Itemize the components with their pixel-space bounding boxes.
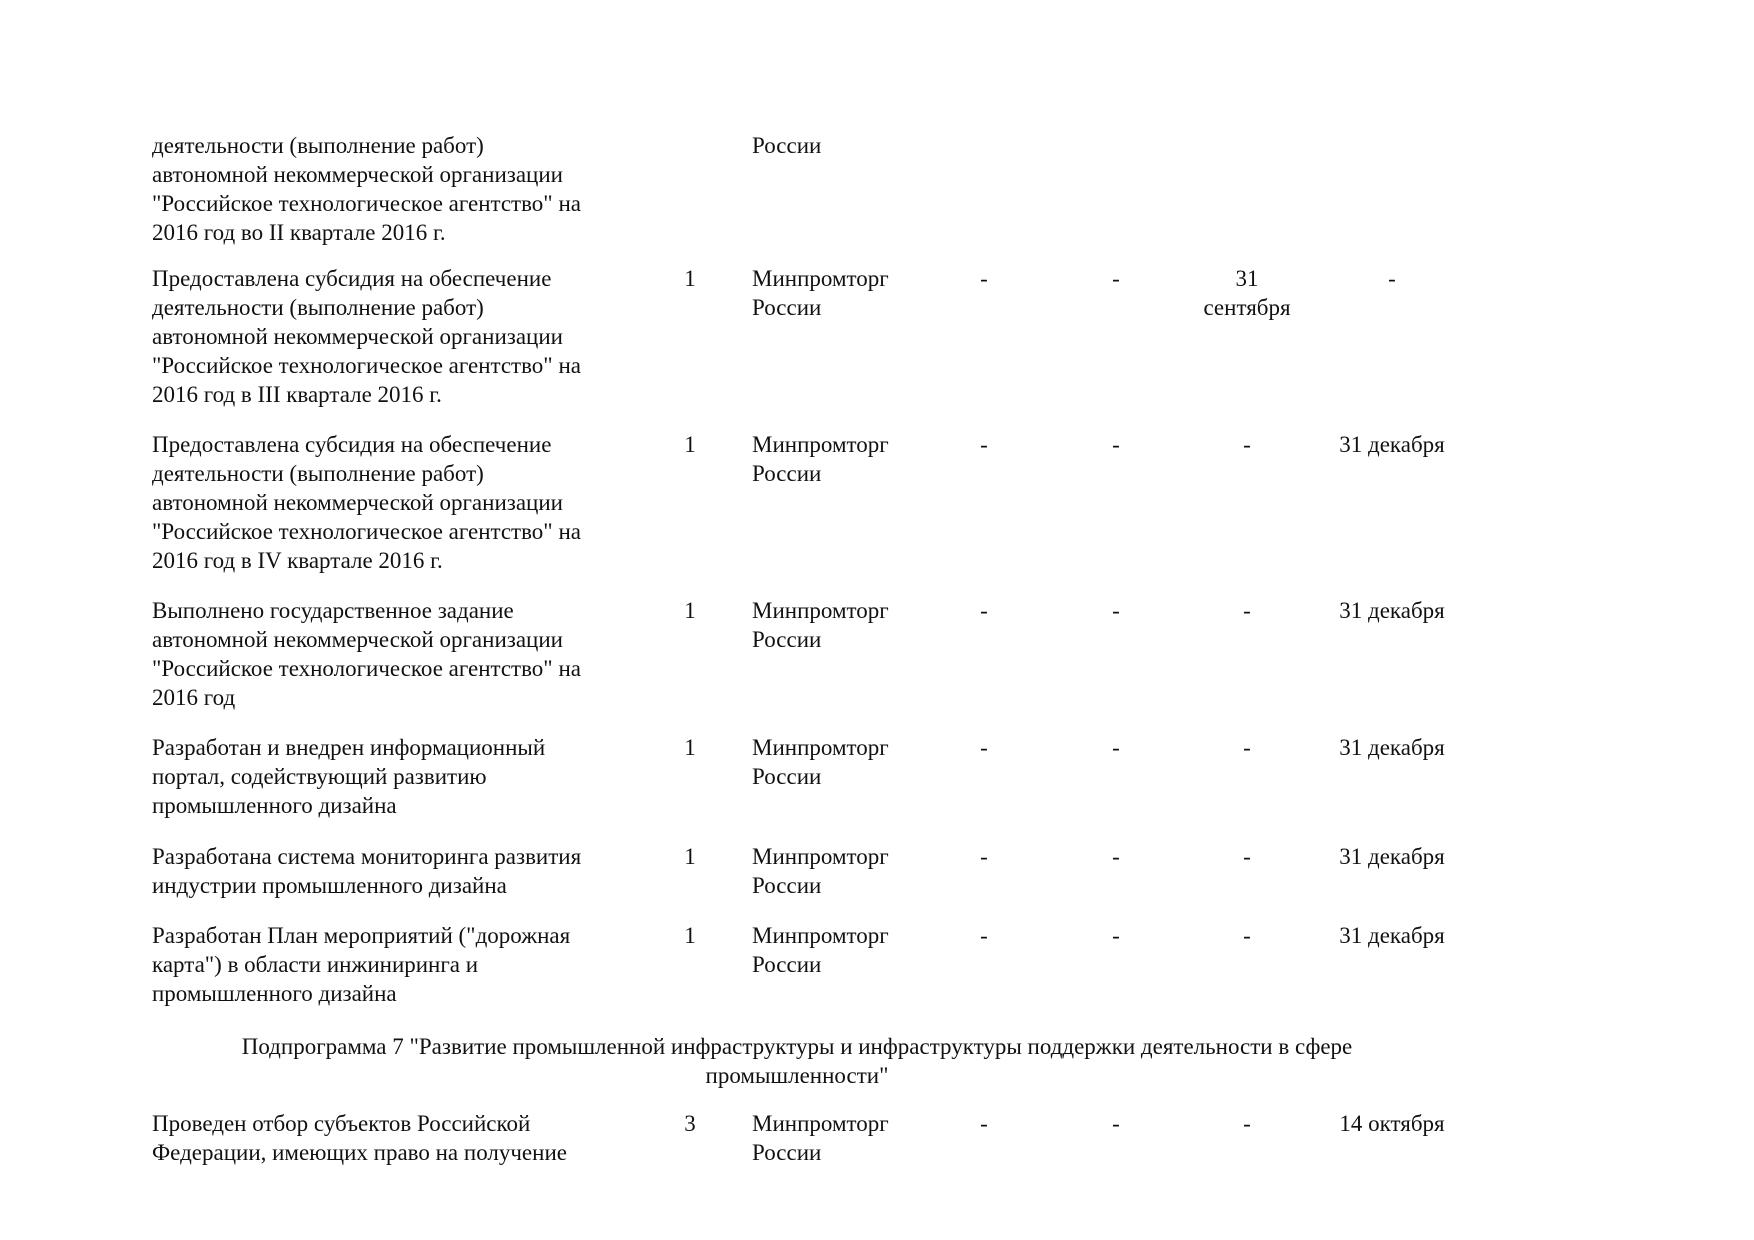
- row-description: Разработана система мониторинга развития индустрии промышленного дизайна: [152, 844, 582, 898]
- row-q1: -: [980, 844, 988, 869]
- row-q1: -: [980, 923, 988, 948]
- row-quantity: 1: [684, 432, 696, 457]
- row-q1: -: [980, 266, 988, 291]
- row-description: Разработан и внедрен информационный портал, содействующий развитию промышленного дизайна: [152, 735, 546, 818]
- row-description: деятельности (выполнение работ) автономной некоммерческой организации "Российское технологическое агентство" на 2016 год во II квартале 2016 г.: [152, 133, 581, 245]
- row-q2: -: [1112, 432, 1120, 457]
- row-quantity: 3: [684, 1111, 696, 1136]
- subprogram-heading: Подпрограмма 7 "Развитие промышленной инфраструктуры и инфраструктуры поддержки деятельности в сфере промышленности": [241, 1034, 1353, 1088]
- row-q1: -: [980, 432, 988, 457]
- row-quantity: 1: [684, 923, 696, 948]
- row-q4: 31 декабря: [1339, 432, 1445, 457]
- row-q3: -: [1243, 735, 1251, 760]
- row-responsible: Минпромторг России: [752, 598, 889, 652]
- row-description: Выполнено государственное задание автономной некоммерческой организации "Российское технологическое агентство" на 2016 год: [152, 598, 581, 710]
- row-q4: 31 декабря: [1339, 598, 1445, 623]
- row-q2: -: [1112, 266, 1120, 291]
- row-quantity: 1: [684, 844, 696, 869]
- row-q2: -: [1112, 598, 1120, 623]
- row-responsible: Минпромторг России: [752, 844, 889, 898]
- row-quantity: 1: [684, 598, 696, 623]
- row-quantity: 1: [684, 735, 696, 760]
- row-responsible: Минпромторг России: [752, 1111, 889, 1165]
- row-q4: 31 декабря: [1339, 923, 1445, 948]
- row-quantity: 1: [684, 266, 696, 291]
- row-q3: -: [1243, 598, 1251, 623]
- row-q3: -: [1243, 844, 1251, 869]
- row-q2: -: [1112, 844, 1120, 869]
- row-q3: -: [1243, 432, 1251, 457]
- row-q2: -: [1112, 1111, 1120, 1136]
- row-responsible: Минпромторг России: [752, 923, 889, 977]
- row-description: Предоставлена субсидия на обеспечение деятельности (выполнение работ) автономной некоммерческой организации "Российское технологическое агентство" на 2016 год в IV квартале 2016 г.: [152, 432, 581, 573]
- row-q4: 31 декабря: [1339, 844, 1445, 869]
- row-q1: -: [980, 598, 988, 623]
- row-description: Предоставлена субсидия на обеспечение деятельности (выполнение работ) автономной некоммерческой организации "Российское технологическое агентство" на 2016 год в III квартале 2016 г.: [152, 266, 581, 407]
- row-q3: -: [1243, 1111, 1251, 1136]
- row-q4: 14 октября: [1339, 1111, 1445, 1136]
- row-q2: -: [1112, 923, 1120, 948]
- row-q3: -: [1243, 923, 1251, 948]
- row-q4: -: [1388, 266, 1396, 291]
- row-responsible: Минпромторг России: [752, 266, 889, 320]
- row-q1: -: [980, 1111, 988, 1136]
- row-q4: 31 декабря: [1339, 735, 1445, 760]
- row-q1: -: [980, 735, 988, 760]
- row-responsible: Минпромторг России: [752, 735, 889, 789]
- row-responsible: Минпромторг России: [752, 432, 889, 486]
- row-description: Проведен отбор субъектов Российской Федерации, имеющих право на получение: [152, 1111, 567, 1165]
- row-q3: 31 сентября: [1203, 266, 1291, 320]
- row-q2: -: [1112, 735, 1120, 760]
- row-description: Разработан План мероприятий ("дорожная карта") в области инжиниринга и промышленного дизайна: [152, 923, 571, 1006]
- row-responsible: России: [752, 133, 822, 158]
